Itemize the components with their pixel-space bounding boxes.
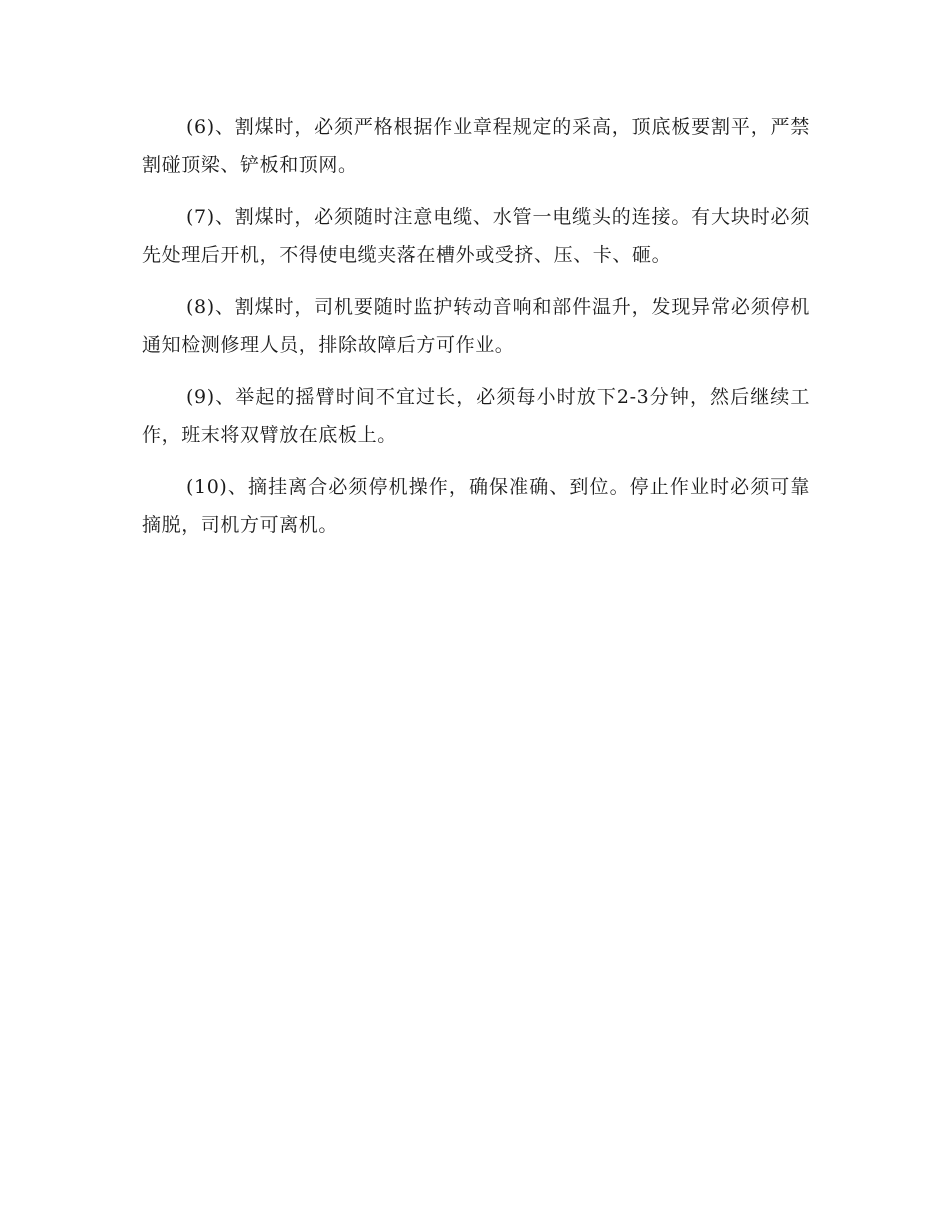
paragraph-item-10: (10)、摘挂离合必须停机操作，确保准确、到位。停止作业时必须可靠摘脱，司机方可离机。 bbox=[142, 476, 810, 536]
paragraph-item-8: (8)、割煤时，司机要随时监护转动音响和部件温升，发现异常必须停机通知检测修理人员，排除故障后方可作业。 bbox=[142, 296, 810, 356]
document-body bbox=[142, 108, 810, 558]
paragraph-item-6: (6)、割煤时，必须严格根据作业章程规定的采高，顶底板要割平，严禁割碰顶梁、铲板和顶网。 bbox=[142, 116, 810, 176]
paragraph-item-9: (9)、举起的摇臂时间不宜过长，必须每小时放下2-3分钟，然后继续工作，班末将双臂放在底板上。 bbox=[142, 386, 810, 446]
paragraph-item-7: (7)、割煤时，必须随时注意电缆、水管一电缆头的连接。有大块时必须先处理后开机，不得使电缆夹落在槽外或受挤、压、卡、砸。 bbox=[142, 206, 810, 266]
